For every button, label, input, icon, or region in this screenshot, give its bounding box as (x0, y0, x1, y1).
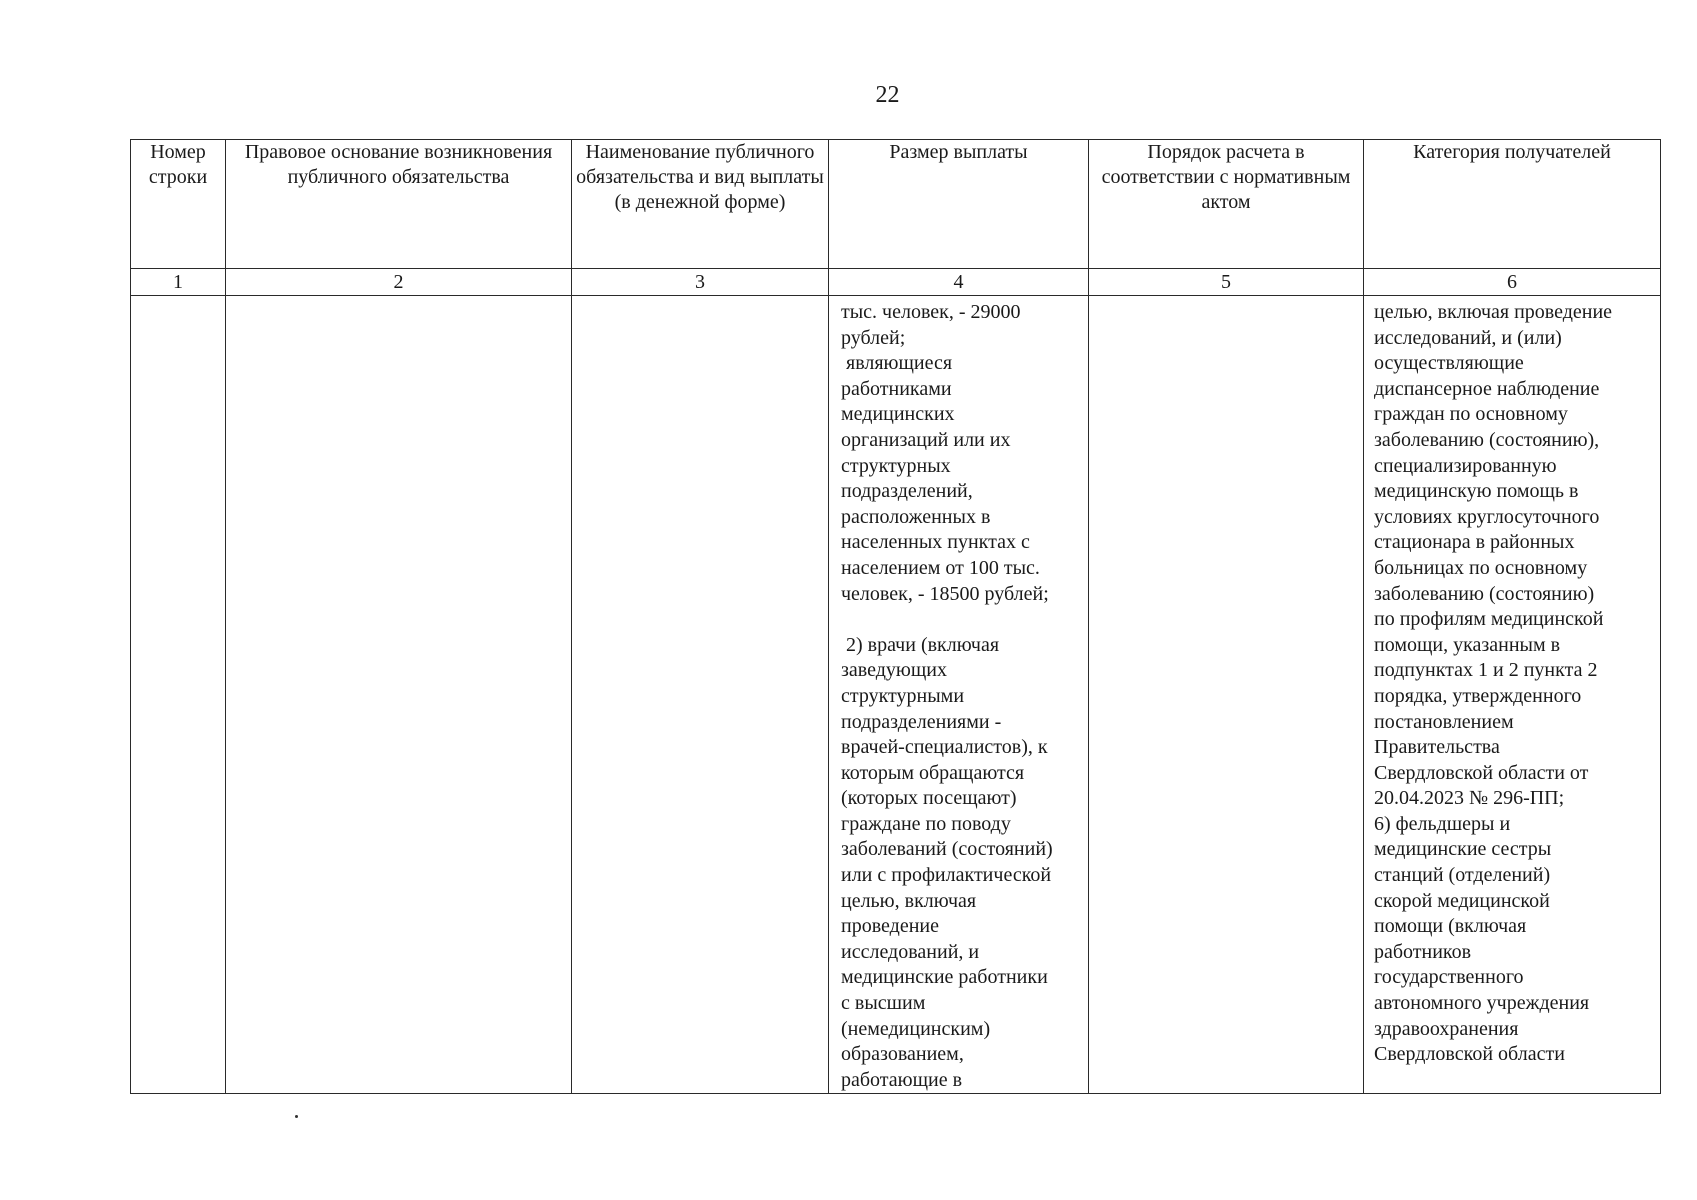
payments-table (130, 139, 1661, 1094)
header-row-number: Номер строки (131, 140, 226, 269)
column-number: 6 (1364, 269, 1661, 296)
cell-payment-amount (829, 296, 1089, 1094)
cell-obligation-name (572, 296, 829, 1094)
cell-legal-basis (226, 296, 572, 1094)
cell-text (572, 296, 828, 300)
column-number-row (131, 269, 1661, 296)
column-number: 4 (829, 269, 1089, 296)
cell-text (226, 296, 571, 300)
header-obligation-name: Наименование публичного обязательства и вид выплаты (в денежной форме) (572, 140, 829, 269)
payments-table-container (130, 139, 1660, 1094)
column-number: 1 (131, 269, 226, 296)
header-payment-amount: Размер выплаты (829, 140, 1089, 269)
payment-amount-text: тыс. человек, - 29000 рублей; являющиеся работниками медицинских организаций или их структурных подразделений, расположенных в населенных пунктах с населением от 100 тыс. человек, - 18500 рублей; 2) врачи (включая заведующих структурными подразделениями - врачей-специалистов), к которым обращаются (которых посещают) граждане по поводу заболеваний (состояний) или с профилактической целью, включая проведение исследований, и медицинские работники с высшим (немедицинским) образованием, работающие в (841, 301, 1053, 1091)
header-legal-basis: Правовое основание возникновения публичного обязательства (226, 140, 572, 269)
table-row (131, 296, 1661, 1094)
cell-text (131, 296, 225, 300)
header-recipient-category: Категория получателей (1364, 140, 1661, 269)
header-calculation-procedure: Порядок расчета в соответствии с нормативным актом (1089, 140, 1364, 269)
recipient-category-text: целью, включая проведение исследований, и (или) осуществляющие диспансерное наблюдение граждан по основному заболеванию (состоянию), специализированную медицинскую помощь в условиях круглосуточного стационара в районных больницах по основному заболеванию (состоянию) по профилям медицинской помощи, указанным в подпунктах 1 и 2 пункта 2 порядка, утвержденного постановлением Правительства Свердловской области от 20.04.2023 № 296-ПП; 6) фельдшеры и медицинские сестры станций (отделений) скорой медицинской помощи (включая работников государственного автономного учреждения здравоохранения Свердловской области (1374, 301, 1613, 1066)
cell-calculation-procedure (1089, 296, 1364, 1094)
cell-text (1089, 296, 1363, 300)
header-row (131, 140, 1661, 269)
column-number: 3 (572, 269, 829, 296)
page-number: 22 (875, 82, 900, 108)
scan-speck (295, 1115, 298, 1118)
cell-row-number (131, 296, 226, 1094)
column-number: 2 (226, 269, 572, 296)
column-number: 5 (1089, 269, 1364, 296)
cell-recipient-category (1364, 296, 1661, 1094)
